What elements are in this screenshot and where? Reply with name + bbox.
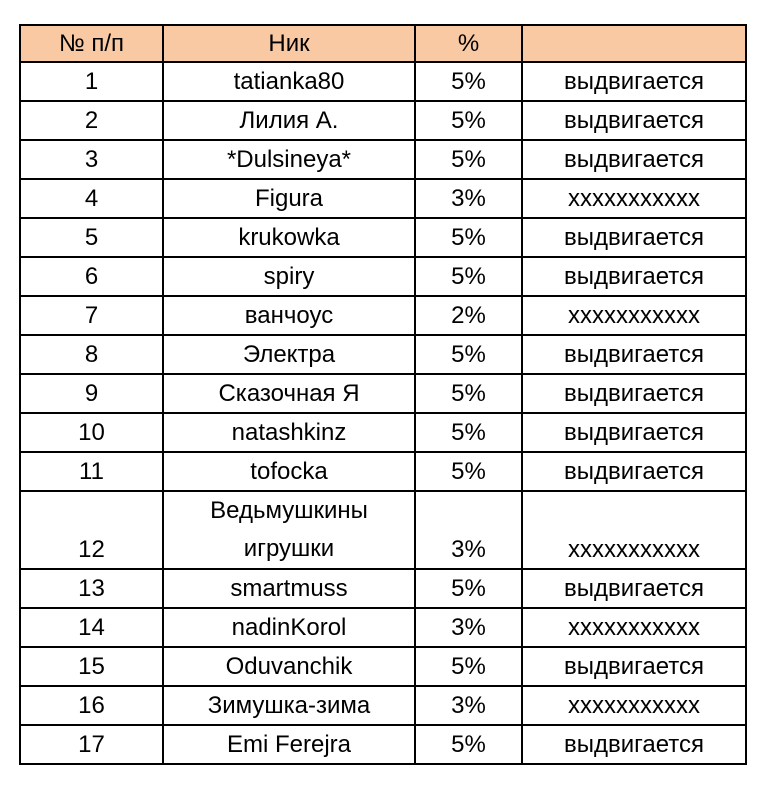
table-row: [20, 101, 746, 140]
cell-status: выдвигается: [522, 647, 746, 686]
cell-percent: 5%: [415, 335, 522, 374]
table-row: [20, 296, 746, 335]
table-row: [20, 257, 746, 296]
cell-status: выдвигается: [522, 101, 746, 140]
cell-nick: [163, 647, 415, 686]
nick-text: Сказочная Я: [218, 380, 360, 407]
nick-text: Зимушка-зима: [207, 692, 371, 719]
cell-nick: [163, 140, 415, 179]
cell-status: ххххххххххх: [522, 608, 746, 647]
nick-text: smartmuss: [230, 575, 348, 602]
cell-nick: [163, 296, 415, 335]
cell-status: выдвигается: [522, 140, 746, 179]
nick-text: Ведьмушкины игрушки: [210, 497, 368, 562]
header-number: № п/п: [20, 25, 163, 62]
cell-percent: 3%: [415, 686, 522, 725]
cell-percent: 5%: [415, 725, 522, 764]
table-row: [20, 179, 746, 218]
cell-status: ххххххххххх: [522, 686, 746, 725]
cell-number: 10: [20, 413, 163, 452]
cell-nick: [163, 569, 415, 608]
nick-text: Oduvanchik: [225, 653, 353, 680]
cell-percent: 3%: [415, 179, 522, 218]
cell-number: 9: [20, 374, 163, 413]
nick-text: Электра: [242, 341, 336, 368]
cell-number: 11: [20, 452, 163, 491]
nick-text: spiry: [263, 263, 315, 290]
table-body: [20, 62, 746, 764]
table-row: [20, 140, 746, 179]
table-row: [20, 335, 746, 374]
cell-nick: [163, 101, 415, 140]
cell-percent: 5%: [415, 569, 522, 608]
cell-percent: 5%: [415, 101, 522, 140]
cell-percent: 5%: [415, 140, 522, 179]
cell-percent: 3%: [415, 608, 522, 647]
nick-text: nadinKorol: [231, 614, 347, 641]
nick-text: Figura: [254, 185, 324, 212]
nick-text: *Dulsineya*: [226, 146, 352, 173]
cell-number: 12: [20, 491, 163, 569]
table-row: [20, 608, 746, 647]
cell-number: 4: [20, 179, 163, 218]
cell-status: выдвигается: [522, 452, 746, 491]
table-row: [20, 491, 746, 569]
cell-number: 8: [20, 335, 163, 374]
table-row: [20, 374, 746, 413]
cell-number: 6: [20, 257, 163, 296]
cell-status: выдвигается: [522, 569, 746, 608]
cell-number: 14: [20, 608, 163, 647]
cell-number: 15: [20, 647, 163, 686]
table-row: [20, 62, 746, 101]
cell-nick: [163, 62, 415, 101]
cell-status: ххххххххххх: [522, 296, 746, 335]
cell-nick: [163, 374, 415, 413]
nick-text: ванчоус: [244, 302, 334, 329]
header-status: [522, 25, 746, 62]
cell-status: ххххххххххх: [522, 491, 746, 569]
nick-text: tofocka: [250, 458, 328, 485]
cell-status: выдвигается: [522, 374, 746, 413]
nick-text: Лилия А.: [239, 107, 339, 134]
cell-percent: 5%: [415, 413, 522, 452]
cell-number: 17: [20, 725, 163, 764]
cell-number: 1: [20, 62, 163, 101]
header-row: [20, 25, 746, 62]
cell-status: выдвигается: [522, 335, 746, 374]
cell-nick: [163, 335, 415, 374]
cell-nick: [163, 686, 415, 725]
cell-percent: 3%: [415, 491, 522, 569]
cell-nick: [163, 179, 415, 218]
cell-nick: [163, 413, 415, 452]
nick-text: Emi Ferejra: [226, 731, 352, 758]
nick-text: natashkinz: [231, 419, 347, 446]
table-row: [20, 725, 746, 764]
cell-status: выдвигается: [522, 413, 746, 452]
header-nick: Ник: [163, 25, 415, 62]
cell-nick: [163, 491, 415, 569]
cell-percent: 5%: [415, 452, 522, 491]
cell-number: 13: [20, 569, 163, 608]
cell-number: 16: [20, 686, 163, 725]
cell-percent: 5%: [415, 62, 522, 101]
table-row: [20, 686, 746, 725]
cell-nick: [163, 725, 415, 764]
cell-nick: [163, 608, 415, 647]
table-row: [20, 452, 746, 491]
cell-number: 3: [20, 140, 163, 179]
cell-percent: 5%: [415, 374, 522, 413]
cell-number: 7: [20, 296, 163, 335]
participants-table: [19, 24, 747, 765]
cell-status: выдвигается: [522, 257, 746, 296]
cell-percent: 5%: [415, 218, 522, 257]
nick-text: tatianka80: [233, 68, 345, 95]
cell-nick: [163, 257, 415, 296]
cell-number: 5: [20, 218, 163, 257]
table-row: [20, 569, 746, 608]
cell-status: выдвигается: [522, 218, 746, 257]
nick-text: krukowka: [238, 224, 340, 251]
header-percent: %: [415, 25, 522, 62]
cell-nick: [163, 218, 415, 257]
table-row: [20, 218, 746, 257]
cell-percent: 5%: [415, 257, 522, 296]
cell-status: выдвигается: [522, 62, 746, 101]
cell-status: выдвигается: [522, 725, 746, 764]
cell-number: 2: [20, 101, 163, 140]
cell-percent: 5%: [415, 647, 522, 686]
cell-status: ххххххххххх: [522, 179, 746, 218]
table-row: [20, 413, 746, 452]
cell-percent: 2%: [415, 296, 522, 335]
cell-nick: [163, 452, 415, 491]
table-row: [20, 647, 746, 686]
